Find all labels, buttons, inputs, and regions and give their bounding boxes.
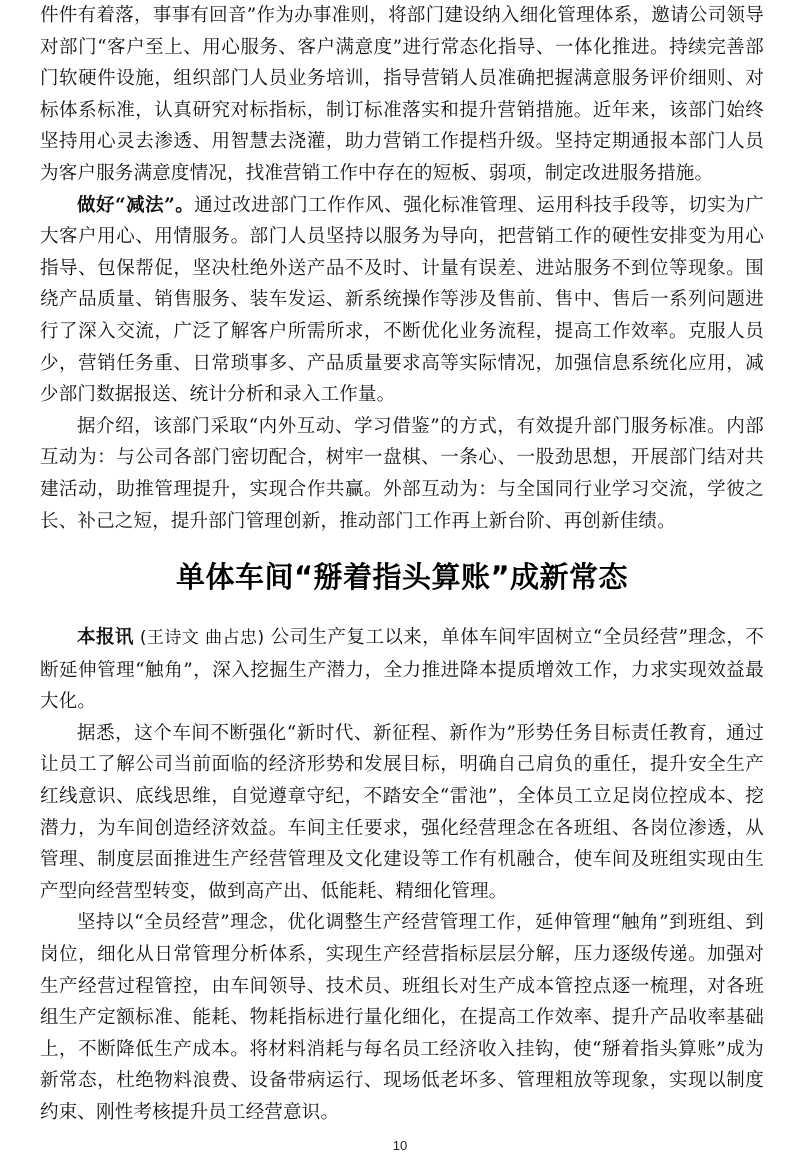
article-paragraph-management: 坚持以“全员经营”理念，优化调整生产经营管理工作，延伸管理“触角”到班组、到岗位，细化从日常管理分析体系，实现生产经营指标层层分解，压力逐级传递。加强对生产经营过程管控，由车间领导、技术员、班组长对生产成本管控点逐一梳理，对各班组生产定额标准、能耗、物耗指标进行量化细化，在提高工作效率、提升产品收率基础上，不断降低生产成本。将材料消耗与每名员工经济收入挂钩，使“掰着指头算账”成为新常态，杜绝物料浪费、设备带病运行、现场低老坏多、管理粗放等现象，实现以制度约束、刚性考核提升员工经营意识。 bbox=[40, 912, 764, 1123]
paragraph-body: 公司生产复工以来，单体车间牢固树立“全员经营”理念，不断延伸管理“触角”，深入挖掘生产潜力，全力推进降本提质增效工作，力求实现效益最大化。 bbox=[40, 627, 764, 713]
byline-authors: (王诗文 曲占忠) bbox=[139, 628, 265, 649]
article-lead-paragraph bbox=[40, 622, 764, 718]
article-title: 单体车间“掰着指头算账”成新常态 bbox=[175, 560, 629, 595]
paragraph-lead-heading: 做好“减法”。 bbox=[77, 194, 195, 216]
byline-label: 本报讯 bbox=[77, 627, 134, 649]
article-paragraph-education: 据悉，这个车间不断强化“新时代、新征程、新作为”形势任务目标责任教育，通过让员工了解公司当前面临的经济形势和发展目标，明确自己肩负的重任，提升安全生产红线意识、底线思维，自觉遵章守纪，不踏安全“雷池”，全体员工立足岗位控成本、挖潜力，为车间创造经济效益。车间主任要求，强化经营理念在各班组、各岗位渗透，从管理、制度层面推进生产经营管理及文化建设等工作有机融合，使车间及班组实现由生产型向经营型转变，做到高产出、低能耗、精细化管理。 bbox=[40, 722, 765, 902]
paragraph-customer-service-continued: 件件有着落，事事有回音”作为办事准则，将部门建设纳入细化管理体系，邀请公司领导对部门“客户至上、用心服务、客户满意度”进行常态化指导、一体化推进。持续完善部门软硬件设施，组织部门人员业务培训，指导营销人员准确把握满意服务评价细则、对标体系标准，认真研究对标指标，制订标准落实和提升营销措施。近年来，该部门始终坚持用心灵去渗透、用智慧去浇灌，助力营销工作提档升级。坚持定期通报本部门人员为客户服务满意度情况，找准营销工作中存在的短板、弱项，制定改进服务措施。 bbox=[40, 5, 764, 184]
page-number: 10 bbox=[392, 1138, 408, 1153]
paragraph-subtraction bbox=[40, 190, 764, 411]
text-column bbox=[40, 0, 764, 1129]
paragraph-body: 通过改进部门工作作风、强化标准管理、运用科技手段等，切实为广大客户用心、用情服务。部门人员坚持以服务为导向，把营销工作的硬性安排变为用心指导、包保帮促，坚决杜绝外送产品不及时、计量有误差、进站服务不到位等现象。围绕产品质量、销售服务、装车发运、新系统操作等涉及售前、售中、售后一系列问题进行了深入交流，广泛了解客户所需所求，不断优化业务流程，提高工作效率。克服人员少，营销任务重、日常琐事多、产品质量要求高等实际情况，加强信息系统化应用，减少部门数据报送、统计分析和录入工作量。 bbox=[40, 194, 764, 406]
paragraph-interaction: 据介绍，该部门采取“内外互动、学习借鉴”的方式，有效提升部门服务标准。内部互动为：与公司各部门密切配合，树牢一盘棋、一条心、一股劲思想，开展部门结对共建活动，助推管理提升，实现合作共赢。外部互动为：与全国同行业学习交流，学彼之长、补己之短，提升部门管理创新，推动部门工作再上新台阶、再创新佳绩。 bbox=[40, 415, 764, 532]
